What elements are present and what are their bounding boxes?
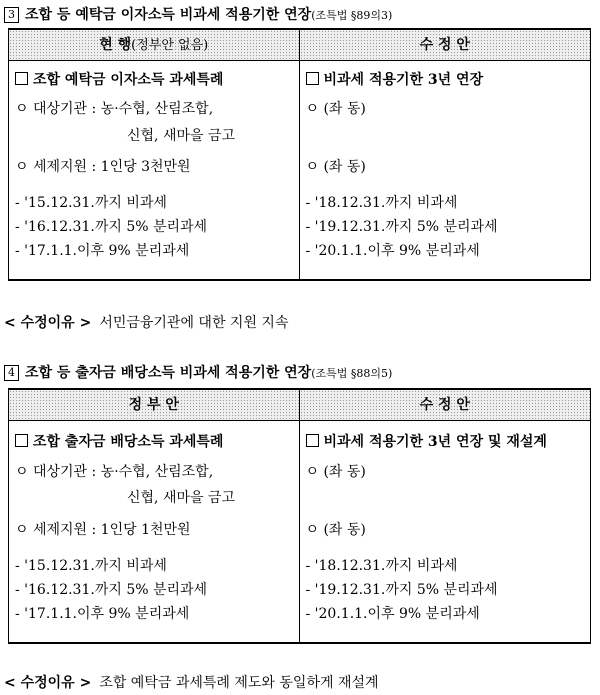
comparison-table-2 xyxy=(8,388,591,644)
checkbox-square-icon xyxy=(306,434,319,447)
revised-column-1 xyxy=(300,61,591,280)
section-heading-1 xyxy=(4,4,392,24)
same-as-left-1: ㅇ (좌 동) xyxy=(305,101,366,117)
revised-column-2 xyxy=(300,421,591,643)
section-title-1: 조합 등 예탁금 이자소득 비과세 적용기한 연장 xyxy=(25,7,312,23)
target-line-2: 신협, 새마을 금고 xyxy=(127,128,236,144)
target-line-1: ㅇ 대상기관 : 농·수협, 산림조합, xyxy=(15,464,214,480)
list-item: - '17.1.1.이후 9% 분리과세 xyxy=(15,606,190,622)
government-title-2: 조합 출자금 배당소득 과세특례 xyxy=(15,431,223,451)
header-revised: 수 정 안 xyxy=(419,397,470,413)
list-item: - '16.12.31.까지 5% 분리과세 xyxy=(15,219,208,235)
checkbox-square-icon xyxy=(15,434,28,447)
checkbox-square-icon xyxy=(306,72,319,85)
section-ref-2: (조특법 §88의5) xyxy=(311,367,393,380)
revised-title-2: 비과세 적용기한 3년 연장 및 재설계 xyxy=(306,431,547,451)
list-item: - '15.12.31.까지 비과세 xyxy=(15,195,167,211)
list-item: - '17.1.1.이후 9% 분리과세 xyxy=(15,243,190,259)
reason-1 xyxy=(4,312,288,332)
list-item: - '16.12.31.까지 5% 분리과세 xyxy=(15,582,208,598)
government-column-2 xyxy=(9,421,300,643)
section-title-2: 조합 등 출자금 배당소득 비과세 적용기한 연장 xyxy=(25,365,312,381)
header-government: 정 부 안 xyxy=(9,390,300,420)
checkbox-square-icon xyxy=(15,72,28,85)
reason-label-2: < 수정이유 > xyxy=(4,675,92,691)
list-item: - '20.1.1.이후 9% 분리과세 xyxy=(305,606,480,622)
support-line: ㅇ 세제지원 : 1인당 1천만원 xyxy=(15,522,191,538)
table-header-1 xyxy=(9,30,590,61)
section-number-1: 3 xyxy=(4,7,19,23)
target-line-2: 신협, 새마을 금고 xyxy=(127,490,236,506)
list-item: - '18.12.31.까지 비과세 xyxy=(305,558,458,574)
same-as-left-2: ㅇ (좌 동) xyxy=(305,522,366,538)
section-number-2: 4 xyxy=(4,365,19,381)
current-column-1 xyxy=(9,61,300,280)
same-as-left-2: ㅇ (좌 동) xyxy=(305,159,366,175)
support-line: ㅇ 세제지원 : 1인당 3천만원 xyxy=(15,159,191,175)
same-as-left-1: ㅇ (좌 동) xyxy=(305,464,366,480)
section-heading-2 xyxy=(4,362,392,382)
list-item: - '20.1.1.이후 9% 분리과세 xyxy=(305,243,480,259)
comparison-table-1 xyxy=(8,28,591,281)
reason-2 xyxy=(4,672,379,692)
reason-label-1: < 수정이유 > xyxy=(4,315,92,331)
list-item: - '15.12.31.까지 비과세 xyxy=(15,558,167,574)
list-item: - '19.12.31.까지 5% 분리과세 xyxy=(305,582,498,598)
current-title-1: 조합 예탁금 이자소득 과세특례 xyxy=(15,69,223,89)
table-header-2 xyxy=(9,390,590,421)
list-item: - '19.12.31.까지 5% 분리과세 xyxy=(305,219,498,235)
section-ref-1: (조특법 §89의3) xyxy=(311,9,393,22)
list-item: - '18.12.31.까지 비과세 xyxy=(305,195,458,211)
reason-text-2: 조합 예탁금 과세특례 제도와 동일하게 재설계 xyxy=(99,675,379,691)
target-line-1: ㅇ 대상기관 : 농·수협, 산림조합, xyxy=(15,101,214,117)
header-current: 현 행(정부안 없음) xyxy=(9,30,300,60)
revised-title-1: 비과세 적용기한 3년 연장 xyxy=(306,69,484,89)
header-revised: 수 정 안 xyxy=(419,37,470,53)
reason-text-1: 서민금융기관에 대한 지원 지속 xyxy=(99,315,289,331)
